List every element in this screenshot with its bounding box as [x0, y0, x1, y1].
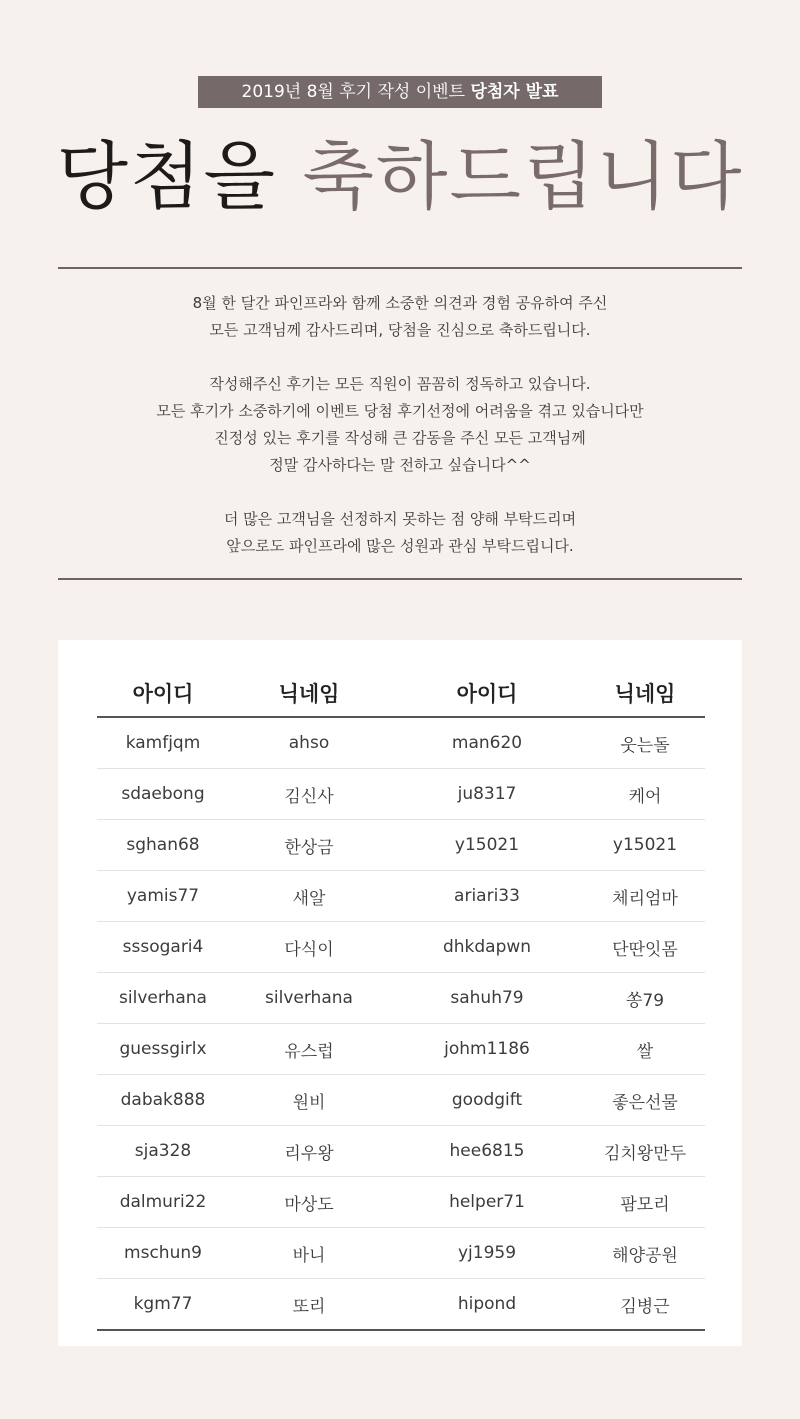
table-row: [97, 1024, 705, 1075]
winner-id-cell: silverhana: [97, 973, 229, 1024]
winner-id-cell: mschun9: [97, 1228, 229, 1279]
winner-id-cell: ariari33: [389, 871, 585, 922]
table-row: [97, 769, 705, 820]
table-row: [97, 1228, 705, 1279]
winner-nickname-cell: silverhana: [229, 973, 389, 1024]
message-paragraph: [58, 506, 742, 560]
winner-nickname-cell: ahso: [229, 717, 389, 769]
table-row: [97, 871, 705, 922]
winner-id-cell: hipond: [389, 1279, 585, 1331]
bottom-divider: [58, 578, 742, 580]
winner-id-cell: kgm77: [97, 1279, 229, 1331]
winner-id-cell: yamis77: [97, 871, 229, 922]
table-row: [97, 717, 705, 769]
winner-nickname-cell: 좋은선물: [585, 1075, 705, 1126]
table-row: [97, 1177, 705, 1228]
winner-id-cell: sahuh79: [389, 973, 585, 1024]
header-id-1: 아이디: [97, 670, 229, 717]
winner-nickname-cell: 원비: [229, 1075, 389, 1126]
winner-id-cell: y15021: [389, 820, 585, 871]
winner-nickname-cell: 또리: [229, 1279, 389, 1331]
message-line: 진정성 있는 후기를 작성해 큰 감동을 주신 모든 고객님께: [214, 429, 586, 447]
badge-prefix: 2019년 8월 후기 작성 이벤트: [241, 82, 466, 102]
winner-nickname-cell: 리우왕: [229, 1126, 389, 1177]
winner-id-cell: dhkdapwn: [389, 922, 585, 973]
table-row: [97, 1279, 705, 1331]
winner-nickname-cell: 바니: [229, 1228, 389, 1279]
winner-nickname-cell: 체리엄마: [585, 871, 705, 922]
message-line: 모든 고객님께 감사드리며, 당첨을 진심으로 축하드립니다.: [209, 321, 591, 339]
winner-id-cell: sssogari4: [97, 922, 229, 973]
winner-id-cell: dalmuri22: [97, 1177, 229, 1228]
winner-id-cell: helper71: [389, 1177, 585, 1228]
winner-id-cell: sja328: [97, 1126, 229, 1177]
table-row: [97, 820, 705, 871]
header-nickname-2: 닉네임: [585, 670, 705, 717]
message-line: 작성해주신 후기는 모든 직원이 꼼꼼히 정독하고 있습니다.: [209, 375, 591, 393]
winner-nickname-cell: 웃는돌: [585, 717, 705, 769]
winner-nickname-cell: 해양공원: [585, 1228, 705, 1279]
top-divider: [58, 267, 742, 269]
winners-table: [97, 670, 705, 1331]
title-part1: 당첨을: [56, 134, 277, 220]
winner-id-cell: man620: [389, 717, 585, 769]
message-line: 8월 한 달간 파인프라와 함께 소중한 의견과 경험 공유하여 주신: [192, 294, 608, 312]
header-nickname-1: 닉네임: [229, 670, 389, 717]
table-header-row: [97, 670, 705, 717]
winner-nickname-cell: 유스럽: [229, 1024, 389, 1075]
winner-id-cell: sdaebong: [97, 769, 229, 820]
winner-id-cell: goodgift: [389, 1075, 585, 1126]
winner-nickname-cell: 쌀: [585, 1024, 705, 1075]
winner-nickname-cell: y15021: [585, 820, 705, 871]
winner-id-cell: ju8317: [389, 769, 585, 820]
winner-nickname-cell: 새알: [229, 871, 389, 922]
announcement-message: [58, 290, 742, 587]
message-line: 앞으로도 파인프라에 많은 성원과 관심 부탁드립니다.: [226, 537, 574, 555]
table-row: [97, 973, 705, 1024]
winner-id-cell: sghan68: [97, 820, 229, 871]
table-row: [97, 1126, 705, 1177]
event-badge: [198, 76, 602, 108]
message-line: 더 많은 고객님을 선정하지 못하는 점 양해 부탁드리며: [223, 510, 577, 528]
winner-nickname-cell: 팜모리: [585, 1177, 705, 1228]
winner-id-cell: kamfjqm: [97, 717, 229, 769]
title-part2: 축하드립니다: [302, 134, 744, 220]
winner-nickname-cell: 단딴잇몸: [585, 922, 705, 973]
badge-bold: 당첨자 발표: [470, 82, 559, 102]
winner-nickname-cell: 김신사: [229, 769, 389, 820]
winner-nickname-cell: 김병근: [585, 1279, 705, 1331]
winners-panel: [58, 640, 742, 1346]
message-paragraph: [58, 290, 742, 344]
table-row: [97, 922, 705, 973]
page-title: [0, 122, 800, 232]
header-id-2: 아이디: [389, 670, 585, 717]
winner-id-cell: yj1959: [389, 1228, 585, 1279]
winner-nickname-cell: 마상도: [229, 1177, 389, 1228]
winner-id-cell: guessgirlx: [97, 1024, 229, 1075]
winner-nickname-cell: 쏭79: [585, 973, 705, 1024]
message-line: 정말 감사하다는 말 전하고 싶습니다^^: [269, 456, 531, 474]
winner-id-cell: hee6815: [389, 1126, 585, 1177]
message-paragraph: [58, 371, 742, 479]
winner-nickname-cell: 한상금: [229, 820, 389, 871]
winner-id-cell: johm1186: [389, 1024, 585, 1075]
winner-id-cell: dabak888: [97, 1075, 229, 1126]
table-row: [97, 1075, 705, 1126]
winner-nickname-cell: 다식이: [229, 922, 389, 973]
message-line: 모든 후기가 소중하기에 이벤트 당첨 후기선정에 어려움을 겪고 있습니다만: [156, 402, 644, 420]
winner-nickname-cell: 케어: [585, 769, 705, 820]
winner-nickname-cell: 김치왕만두: [585, 1126, 705, 1177]
